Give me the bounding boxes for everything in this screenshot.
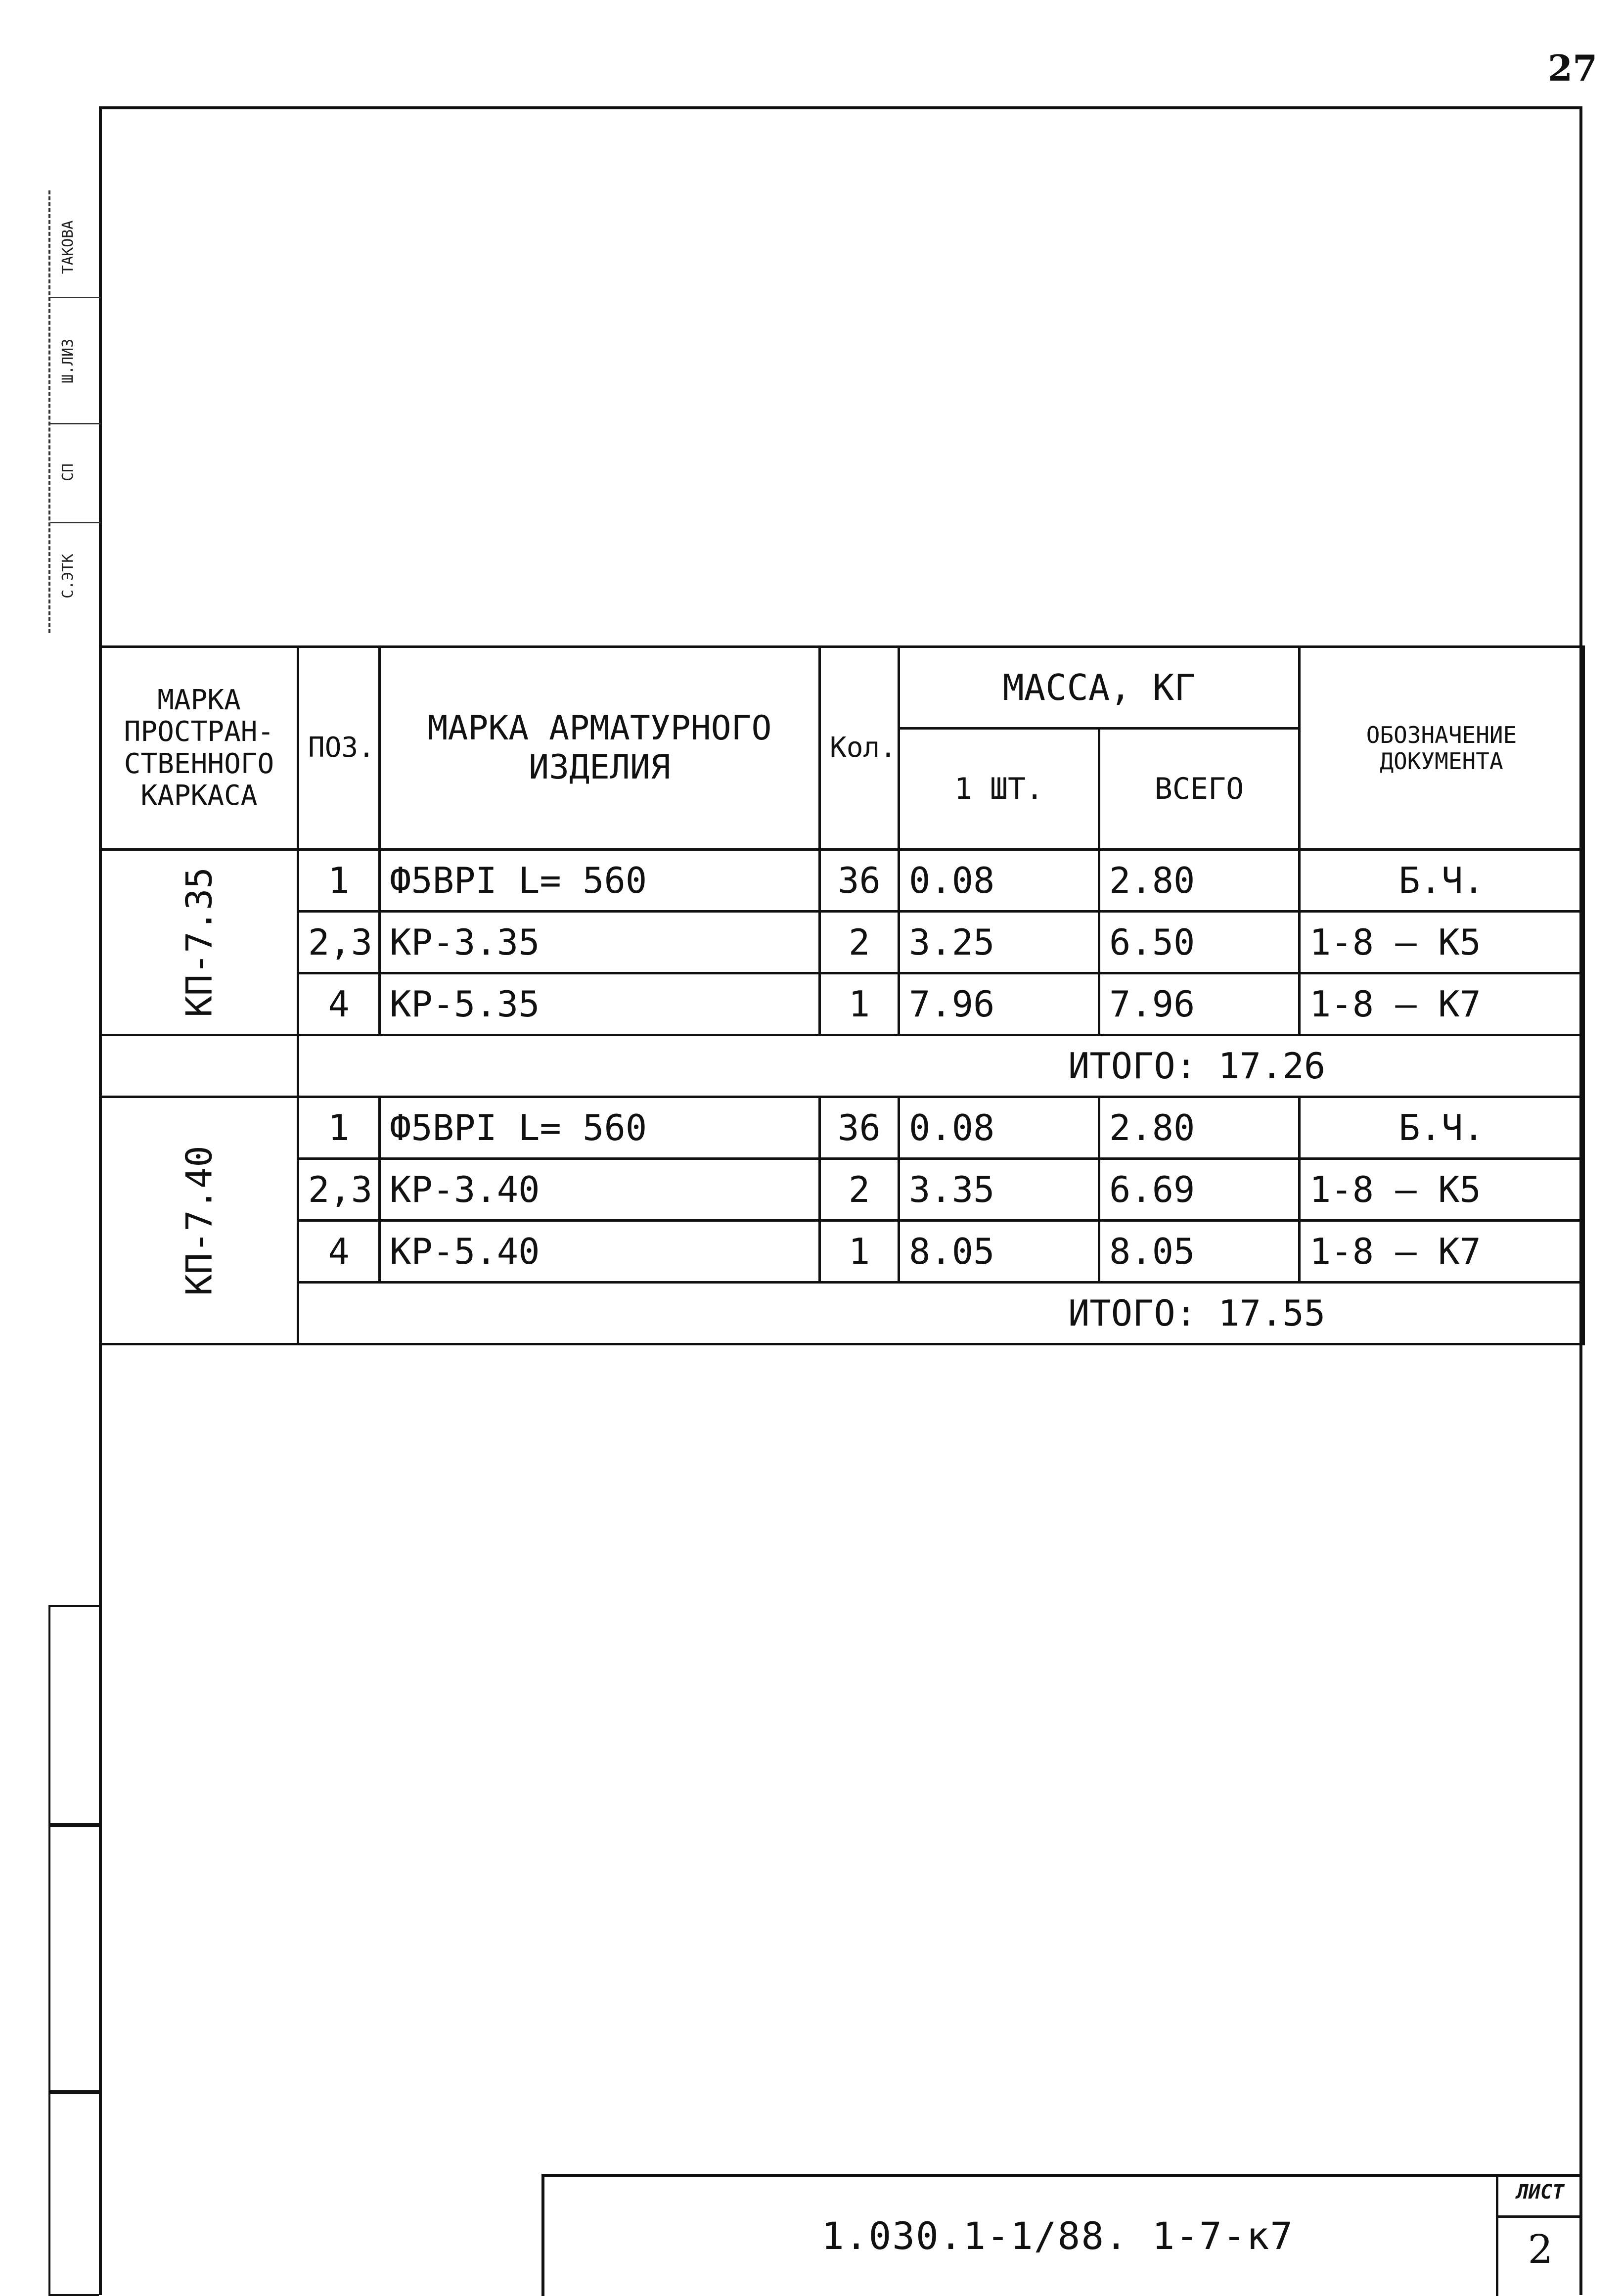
- document-cell: 1-8 — К7: [1300, 973, 1584, 1035]
- mass-total-cell: 2.80: [1099, 850, 1300, 912]
- margin-box: [48, 1825, 99, 2092]
- mass-one-cell: 0.08: [899, 850, 1099, 912]
- table-row: [100, 912, 1584, 973]
- header-frame-mark: МАРКА ПРОСТРАН- СТВЕННОГО КАРКАСА: [100, 647, 298, 850]
- edge-label: Ш.ЛИЗ: [59, 338, 77, 384]
- position-cell: 4: [298, 973, 380, 1035]
- document-cell: Б.Ч.: [1300, 850, 1584, 912]
- edge-divider: [50, 297, 101, 298]
- edge-stamp-strip: [48, 190, 101, 633]
- position-cell: 4: [298, 1221, 380, 1283]
- position-cell: 1: [298, 850, 380, 912]
- quantity-cell: 2: [820, 1159, 899, 1221]
- quantity-cell: 2: [820, 912, 899, 973]
- header-quantity: Кол.: [820, 647, 899, 850]
- table-row: [100, 1221, 1584, 1283]
- quantity-cell: 1: [820, 1221, 899, 1283]
- document-code: 1.030.1-1/88. 1-7-к7: [821, 2214, 1294, 2258]
- page-number: 27: [1548, 47, 1598, 89]
- edge-divider: [50, 522, 101, 523]
- quantity-cell: 1: [820, 973, 899, 1035]
- group-total: ИТОГО: 17.55: [298, 1283, 1584, 1344]
- mass-total-cell: 2.80: [1099, 1097, 1300, 1159]
- item-cell: КР-3.40: [380, 1159, 820, 1221]
- position-cell: 2,3: [298, 912, 380, 973]
- sheet-label: ЛИСТ: [1498, 2181, 1582, 2218]
- table-row: [100, 1097, 1584, 1159]
- total-row: [100, 1035, 1584, 1097]
- specification-table: [99, 645, 1585, 1345]
- header-mass: МАССА, КГ: [899, 647, 1300, 729]
- item-cell: КР-5.40: [380, 1221, 820, 1283]
- mass-one-cell: 8.05: [899, 1221, 1099, 1283]
- item-cell: КР-3.35: [380, 912, 820, 973]
- mass-total-cell: 6.69: [1099, 1159, 1300, 1221]
- title-block: [541, 2174, 1582, 2296]
- mass-one-cell: 0.08: [899, 1097, 1099, 1159]
- mass-total-cell: 6.50: [1099, 912, 1300, 973]
- document-cell: 1-8 — К7: [1300, 1221, 1584, 1283]
- margin-box: [48, 1605, 99, 1825]
- mass-one-cell: 3.25: [899, 912, 1099, 973]
- position-cell: 1: [298, 1097, 380, 1159]
- quantity-cell: 36: [820, 850, 899, 912]
- edge-label: С.ЭТК: [59, 553, 77, 599]
- header-mass-total: ВСЕГО: [1099, 729, 1300, 850]
- document-cell: 1-8 — К5: [1300, 1159, 1584, 1221]
- item-cell: КР-5.35: [380, 973, 820, 1035]
- item-cell: Ф5ВРI L= 560: [380, 850, 820, 912]
- header-document: ОБОЗНАЧЕНИЕ ДОКУМЕНТА: [1300, 647, 1584, 850]
- edge-divider: [50, 423, 101, 424]
- mass-one-cell: 7.96: [899, 973, 1099, 1035]
- frame-mark: КП-7.35: [178, 867, 220, 1017]
- frame-mark-cell-continued: [100, 1035, 298, 1097]
- document-cell: 1-8 — К5: [1300, 912, 1584, 973]
- frame-mark-cell: [100, 850, 298, 1035]
- frame-mark: КП-7.40: [178, 1145, 220, 1296]
- header-position: ПОЗ.: [298, 647, 380, 850]
- mass-total-cell: 7.96: [1099, 973, 1300, 1035]
- header-item-mark: МАРКА АРМАТУРНОГО ИЗДЕЛИЯ: [380, 647, 820, 850]
- edge-label: СП: [59, 463, 77, 482]
- mass-total-cell: 8.05: [1099, 1221, 1300, 1283]
- mass-one-cell: 3.35: [899, 1159, 1099, 1221]
- frame-mark-cell: [100, 1097, 298, 1344]
- table-row: [100, 973, 1584, 1035]
- table-row: [100, 850, 1584, 912]
- total-row: [100, 1283, 1584, 1344]
- position-cell: 2,3: [298, 1159, 380, 1221]
- group-total: ИТОГО: 17.26: [298, 1035, 1584, 1097]
- sheet-cell: [1496, 2177, 1582, 2296]
- item-cell: Ф5ВРI L= 560: [380, 1097, 820, 1159]
- header-mass-one: 1 ШТ.: [899, 729, 1099, 850]
- edge-label: ТАКОВА: [59, 220, 77, 275]
- margin-box: [48, 2092, 99, 2296]
- quantity-cell: 36: [820, 1097, 899, 1159]
- sheet-number: 2: [1528, 2226, 1553, 2272]
- document-cell: Б.Ч.: [1300, 1097, 1584, 1159]
- table-row: [100, 1159, 1584, 1221]
